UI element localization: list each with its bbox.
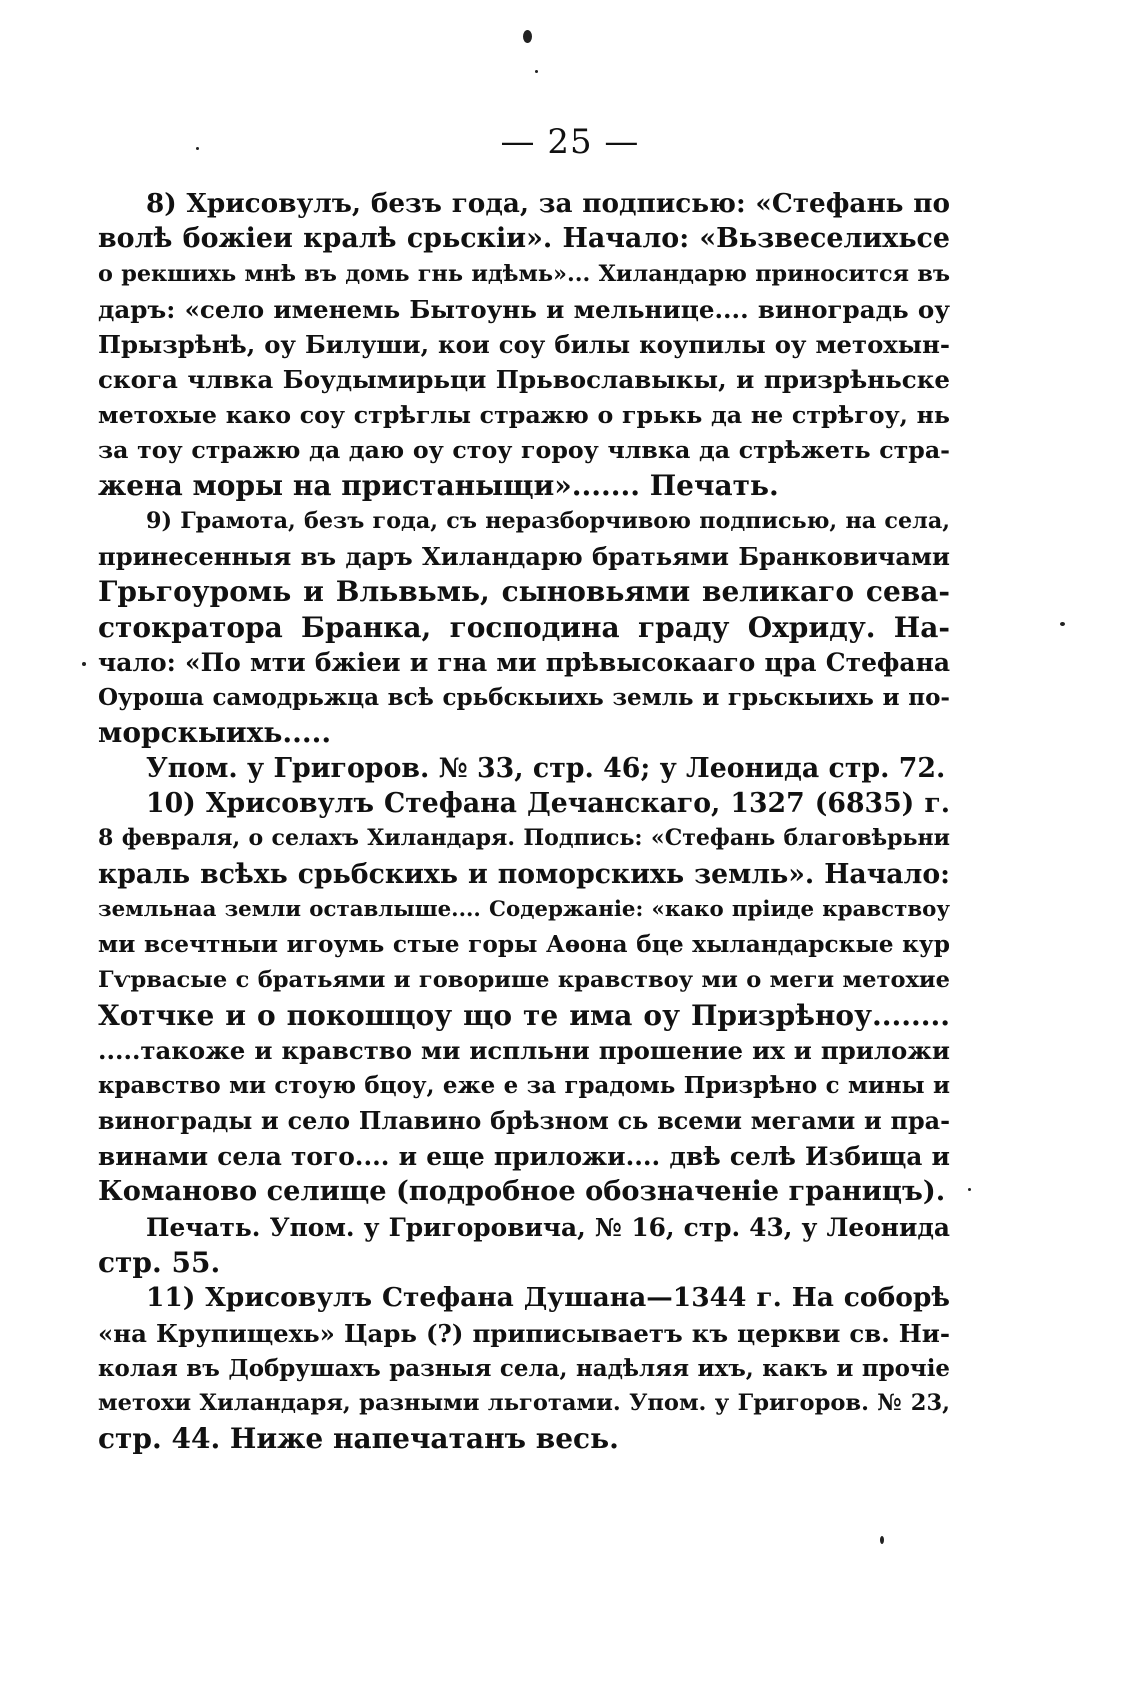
text-line: стр. 55.	[98, 1245, 221, 1279]
ink-speck	[82, 662, 86, 666]
text-line: винами села того.... и еще приложи.... двѣ селѣ Избища и	[98, 1142, 950, 1172]
text-line: винограды и село Плавино брѣзном сь всеми мегами и пра-	[98, 1106, 950, 1135]
text-line: стр. 44. Ниже напечатанъ весь.	[98, 1422, 619, 1456]
text-line: колая въ Добрушахъ разныя села, надѣляя ихъ, какъ и прочіе	[98, 1354, 950, 1382]
text-line: метохи Хиландаря, разными льготами. Упом. у Григоров. № 23,	[98, 1390, 950, 1417]
text-line: метохые како соу стрѣглы стражю о грькь да не стрѣгоу, нь	[98, 400, 950, 429]
text-line: «на Крупищехь» Царь (?) приписываетъ къ церкви св. Ни-	[98, 1318, 950, 1348]
text-line: за тоу стражю да даю оу стоу гороу члвка да стрѣжеть стра-	[98, 436, 950, 465]
ink-speck	[196, 147, 199, 150]
text-line: краль всѣхь срьбскихь и поморскихь земль». Начало:	[98, 858, 950, 890]
text-line: 10) Хрисовулъ Стефана Дечанскаго, 1327 (6835) г.	[146, 788, 950, 820]
text-line: о рекшихь мнѣ въ домь гнь идѣмь»... Хиландарю приносится въ	[98, 260, 950, 287]
text-line: Гѵрвасые с братьями и говорише кравствоу ми о меги метохие	[98, 966, 950, 993]
text-line: земльнаа земли оставлыше.... Содержаніе: «како пріиде кравствоу	[98, 896, 950, 922]
text-line: 11) Хрисовулъ Стефана Душана—1344 г. На соборѣ	[146, 1282, 950, 1314]
text-line: принесенныя въ даръ Хиландарю братьями Бранковичами	[98, 541, 950, 571]
ink-speck	[535, 70, 538, 73]
text-line: Оуроша самодрьжца всѣ срьбскыихь земль и грьскыихь и по-	[98, 684, 950, 712]
text-line: даръ: «село именемь Бытоунь и мельнице.... виноградь оу	[98, 294, 950, 324]
text-line: Прызрѣнѣ, оу Билуши, кои соу билы коупилы оу метохын-	[98, 330, 950, 360]
text-line: 8) Хрисовулъ, безъ года, за подписью: «Стефань по	[146, 188, 950, 219]
ink-speck	[968, 1188, 971, 1191]
text-line: Печать. Упом. у Григоровича, № 16, стр. 43, у Леонида	[146, 1212, 950, 1242]
text-line: морскыихь.....	[98, 716, 332, 750]
text-line: Упом. у Григоров. № 33, стр. 46; у Леонида стр. 72.	[146, 752, 946, 784]
ink-speck	[880, 1536, 884, 1544]
ink-speck	[1060, 622, 1065, 626]
text-line: Хотчке и о покошцоу що те има оу Призрѣноу........	[98, 998, 950, 1032]
page-body	[98, 186, 950, 1457]
text-line: скога члвка Боудымирьци Прьвославыкы, и призрѣньске	[98, 365, 950, 395]
text-line: 8 февраля, о селахъ Хиландаря. Подпись: «Стефань благовѣрьни	[98, 825, 950, 852]
text-line: Грьгоуромь и Вльвьмь, сыновьями великаго сева-	[98, 575, 950, 609]
text-line: чало: «По мти бжіеи и гна ми прѣвысокааго цра Стефана	[98, 647, 950, 677]
text-line: 9) Грамота, безъ года, съ неразборчивою подписью, на села,	[146, 507, 950, 534]
text-line: ми всечтныи игоумь стые горы Аѳона бце хыландарскые кур	[98, 931, 950, 959]
text-line: кравство ми стоую бцоу, еже е за градомь Призрѣно с мины и	[98, 1072, 950, 1100]
ink-speck	[523, 30, 532, 43]
text-line: жена моры на пристаныщи»....... Печать.	[98, 469, 779, 503]
text-line: волѣ божіеи кралѣ срьскіи». Начало: «Вьзвеселихьсе	[98, 223, 950, 255]
page-number: — 25 —	[500, 122, 640, 162]
text-line: .....такоже и кравство ми испльни прошение их и приложи	[98, 1036, 950, 1066]
text-line: Команово селище (подробное обозначеніе границъ).	[98, 1175, 946, 1208]
text-line: стократора Бранка, господина граду Охриду. На-	[98, 610, 950, 644]
